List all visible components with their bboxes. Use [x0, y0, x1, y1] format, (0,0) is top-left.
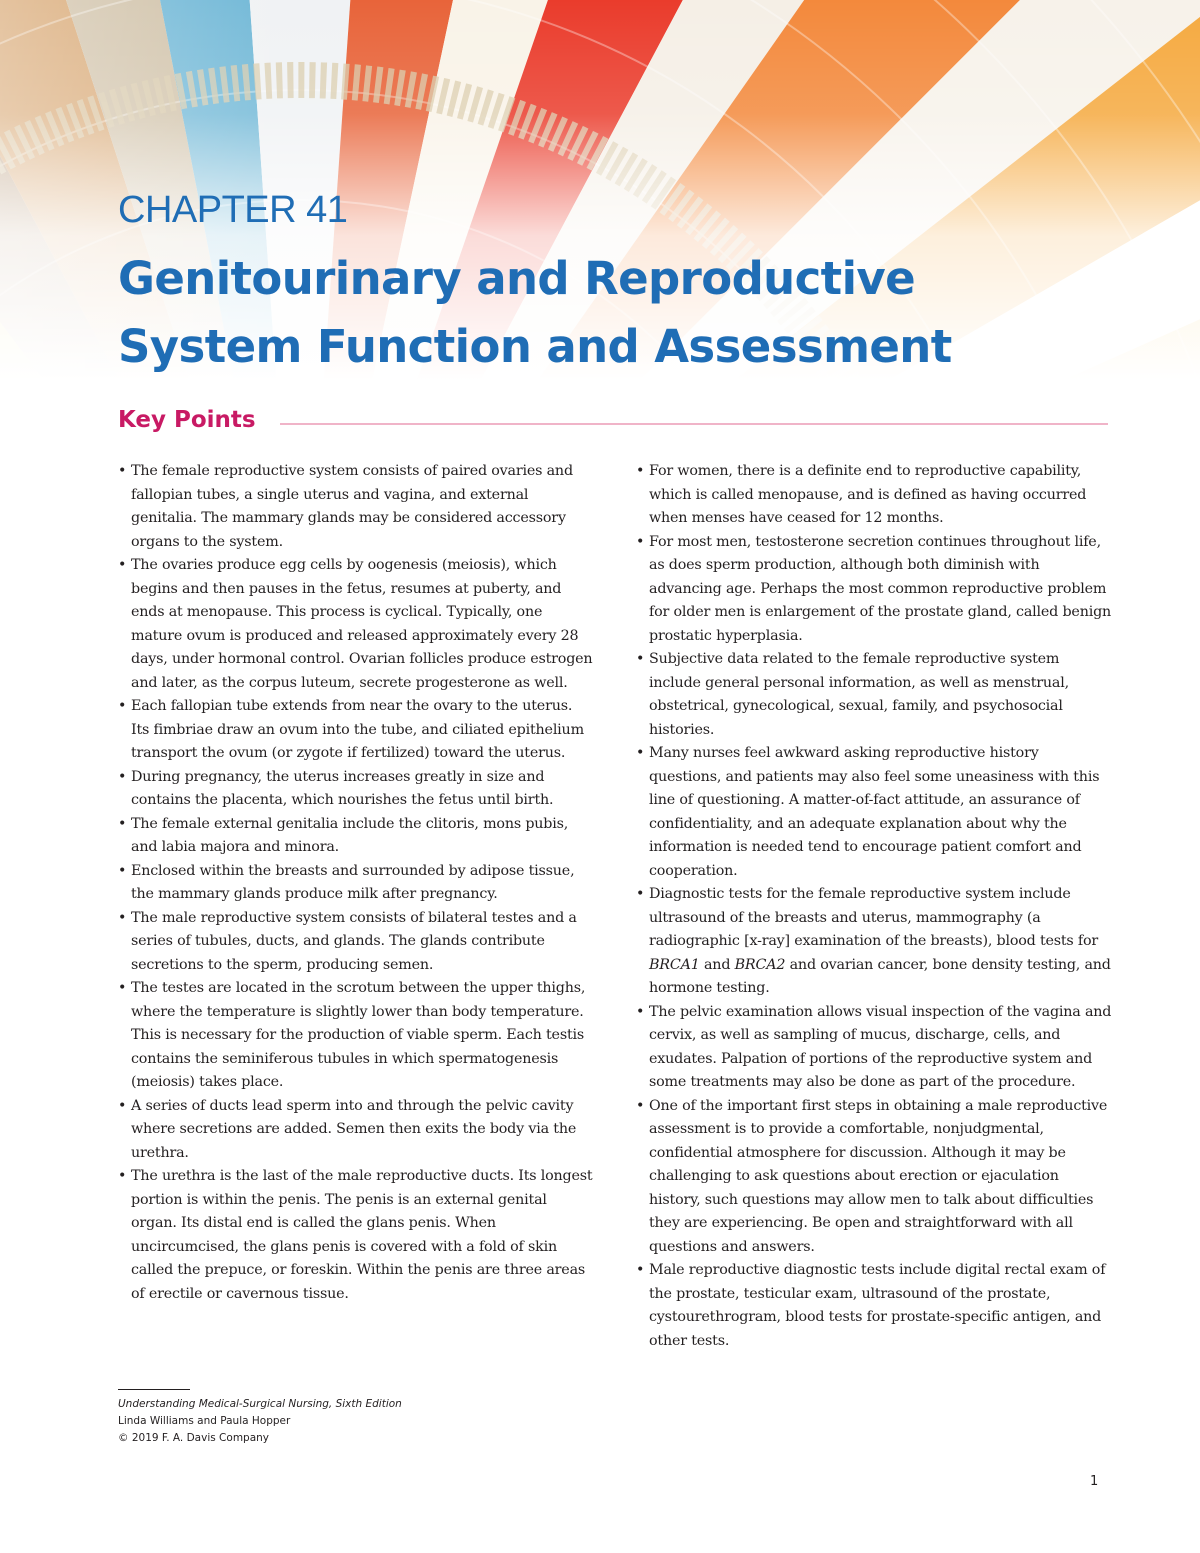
footnote-authors: Linda Williams and Paula Hopper: [118, 1415, 291, 1427]
footnote-book-title: Understanding Medical-Surgical Nursing, Sixth Edition: [118, 1398, 402, 1410]
key-point-item: [636, 648, 1112, 742]
key-point-text: Many nurses feel awkward asking reproductive history questions, and patients may also feel some uneasiness with this line of questioning. A matter-of-fact attitude, an assurance of confidentiality, and an adequate explanation about why the information is needed tend to encourage patient comfort and cooperation.: [649, 745, 1100, 879]
bullet-icon: •: [118, 463, 127, 479]
bullet-icon: •: [636, 1097, 645, 1114]
key-point-item: [118, 813, 594, 860]
key-point-item: [636, 1095, 1112, 1260]
key-point-text: Each fallopian tube extends from near the ovary to the uterus. Its fimbriae draw an ovum into the tube, and ciliated epithelium transport the ovum (or zygote if fertilized) toward the uterus.: [131, 698, 584, 761]
bullet-icon: •: [636, 533, 645, 550]
key-point-item: [118, 860, 594, 907]
chapter-label: CHAPTER 41: [118, 189, 348, 231]
key-point-text: During pregnancy, the uterus increases greatly in size and contains the placenta, which nourishes the fetus until birth.: [131, 768, 554, 808]
bullet-icon: •: [118, 698, 127, 714]
key-point-text: Male reproductive diagnostic tests include digital rectal exam of the prostate, testicular exam, ultrasound of the prostate, cystourethrogram, blood tests for prostate-specific antigen, and other tests.: [649, 1262, 1106, 1349]
chapter-title-line-1: Genitourinary and Reproductive: [118, 252, 916, 305]
key-point-item: [118, 766, 594, 813]
key-point-item: [636, 1001, 1112, 1095]
chapter-title-line-2: System Function and Assessment: [118, 320, 952, 373]
key-point-text: The male reproductive system consists of bilateral testes and a series of tubules, ducts, and glands. The glands contribute secretions to the sperm, producing semen.: [131, 909, 577, 973]
key-point-item: [636, 531, 1112, 649]
key-points-left-column: [118, 460, 594, 1306]
key-points-heading: Key Points: [118, 407, 256, 433]
footnote: [118, 1389, 718, 1447]
key-point-item: [636, 742, 1112, 883]
key-point-text: The female reproductive system consists of paired ovaries and fallopian tubes, a single uterus and vagina, and external genitalia. The mammary glands may be considered accessory organs to the system.: [131, 463, 573, 550]
key-point-text: The female external genitalia include the clitoris, mons pubis, and labia majora and minora.: [131, 815, 569, 855]
key-point-item: [118, 977, 594, 1095]
heading-rule: [280, 423, 1108, 425]
footnote-copyright: © 2019 F. A. Davis Company: [118, 1432, 270, 1444]
key-point-text: A series of ducts lead sperm into and through the pelvic cavity where secretions are added. Semen then exits the body via the urethra.: [131, 1097, 577, 1161]
key-point-text: One of the important first steps in obtaining a male reproductive assessment is to provide a comfortable, nonjudgmental, confidential atmosphere for discussion. Although it may be challenging to ask questions about erection or ejaculation history, such questions may allow men to talk about difficulties they are experiencing. Be open and straightforward with all questions and answers.: [649, 1097, 1108, 1255]
key-point-item: [118, 554, 594, 695]
key-point-text: Subjective data related to the female reproductive system include general personal information, as well as menstrual, obstetrical, gynecological, sexual, family, and psychosocial histories.: [649, 651, 1069, 738]
key-point-text: The ovaries produce egg cells by oogenesis (meiosis), which begins and then pauses in the fetus, resumes at puberty, and ends at menopause. This process is cyclical. Typically, one mature ovum is produced and released approximately every 28 days, under hormonal control. Ovarian follicles produce estrogen and later, as the corpus luteum, secrete progesterone as well.: [131, 557, 593, 691]
key-point-item: [636, 1259, 1112, 1353]
key-point-text: Diagnostic tests for the female reproductive system include ultrasound of the breasts and uterus, mammography (a radiographic [x-ray] examination of the breasts), blood tests for BRCA1 and BRCA2 and ovarian cancer, bone density testing, and hormone testing.: [649, 886, 1111, 996]
bullet-icon: •: [118, 862, 127, 879]
key-point-item: [118, 460, 594, 554]
bullet-icon: •: [636, 1262, 645, 1278]
page-number: 1: [1090, 1474, 1099, 1489]
bullet-icon: •: [636, 745, 645, 761]
key-point-text: The pelvic examination allows visual inspection of the vagina and cervix, as well as sampling of mucus, discharge, cells, and exudates. Palpation of portions of the reproductive system and some treatments may also be done as part of the procedure.: [649, 1003, 1112, 1090]
bullet-icon: •: [118, 980, 127, 996]
key-point-text: For women, there is a definite end to reproductive capability, which is called menopause, and is defined as having occurred when menses have ceased for 12 months.: [649, 463, 1087, 526]
bullet-icon: •: [118, 1097, 127, 1114]
key-point-item: [636, 883, 1112, 1001]
bullet-icon: •: [118, 909, 127, 926]
key-point-item: [118, 907, 594, 978]
footnote-rule: [118, 1389, 190, 1390]
chapter-title: [118, 245, 1118, 381]
bullet-icon: •: [636, 463, 645, 479]
key-point-text: The urethra is the last of the male reproductive ducts. Its longest portion is within the penis. The penis is an external genital organ. Its distal end is called the glans penis. When uncircumcised, the glans penis is covered with a fold of skin called the prepuce, or foreskin. Within the penis are three areas of erectile or cavernous tissue.: [131, 1168, 593, 1302]
key-point-item: [118, 695, 594, 766]
bullet-icon: •: [118, 815, 127, 832]
bullet-icon: •: [118, 557, 127, 573]
key-points-right-column: [636, 460, 1112, 1353]
key-point-text: The testes are located in the scrotum between the upper thighs, where the temperature is slightly lower than body temperature. This is necessary for the production of viable sperm. Each testis contains the seminiferous tubules in which spermatogenesis (meiosis) takes place.: [131, 980, 586, 1090]
key-point-item: [118, 1165, 594, 1306]
key-point-item: [636, 460, 1112, 531]
bullet-icon: •: [636, 1003, 645, 1020]
key-point-text: For most men, testosterone secretion continues throughout life, as does sperm production, although both diminish with advancing age. Perhaps the most common reproductive problem for older men is enlargement of the prostate gland, called benign prostatic hyperplasia.: [649, 533, 1112, 644]
bullet-icon: •: [118, 1168, 127, 1184]
key-points-header: [118, 400, 1108, 440]
key-point-item: [118, 1095, 594, 1166]
bullet-icon: •: [118, 768, 127, 785]
bullet-icon: •: [636, 651, 645, 667]
bullet-icon: •: [636, 886, 645, 902]
key-point-text: Enclosed within the breasts and surrounded by adipose tissue, the mammary glands produce milk after pregnancy.: [131, 862, 575, 902]
